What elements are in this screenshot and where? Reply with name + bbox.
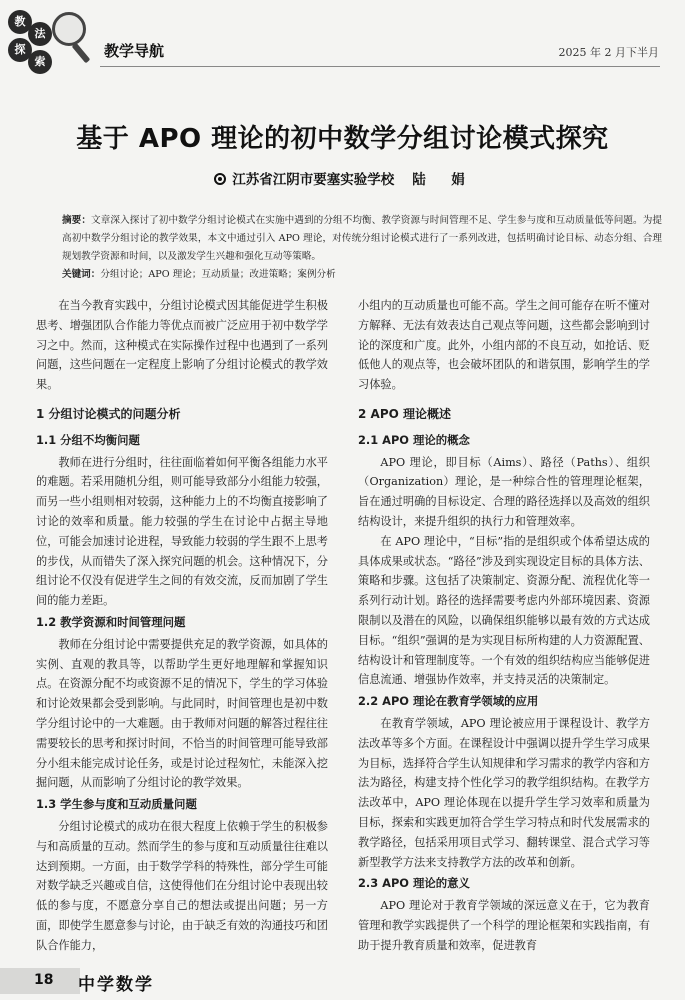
author: 陆 娟 xyxy=(412,172,471,188)
affiliation: 江苏省江阴市要塞实验学校 xyxy=(232,172,395,188)
heading-1-2: 1.2 教学资源和时间管理问题 xyxy=(36,614,186,629)
column-logo xyxy=(8,8,100,68)
paragraph-2-1-b: 在 APO 理论中，“目标”指的是组织或个体希望达成的具体成果或状态。“路径”涉及到实现设定目标的具体方法、策略和步骤。这包括了决策制定、资源分配、流程优化等一系列行动计划。路径的选择需要考虑内外部环境因素、资源限制以及潜在的风险，以确保组织能够以最有效的方式达成目标。“组织”强调的是为实现目标所构建的人力资源配置、结构设计和管理制度等。一个有效的组织结构应当能够促进信息流通、增强协作效率，并支持灵活的决策制定。 xyxy=(358,534,650,687)
paragraph-2-1-a: APO 理论，即目标（Aims）、路径（Paths）、组织（Organization）理论，是一种综合性的管理理论框架，旨在通过明确的目标设定、合理的路径选择以及高效的组织结构设计，来提升组织的执行力和管理效率。 xyxy=(358,455,650,528)
logo-char-1: 教 xyxy=(8,10,32,34)
magnifier-icon xyxy=(52,12,86,46)
abstract-block xyxy=(62,212,662,284)
intro-paragraph: 在当今教育实践中，分组讨论模式因其能促进学生积极思考、增强团队合作能力等优点而被广泛应用于初中数学学习之中。然而，这种模式在实际操作过程中也遇到了一系列问题，这些问题在一定程度上影响了分组讨论模式的教学效果。 xyxy=(36,299,328,392)
page-footer xyxy=(0,968,685,1000)
bullet-icon xyxy=(214,173,226,185)
paragraph-1-2: 教师在分组讨论中需要提供充足的教学资源，如具体的实例、直观的教具等，以帮助学生更好地理解和掌握知识点。在资源分配不均或资源不足的情况下，学生的学习体验和讨论效果都会受到影响。与此同时，时间管理也是初中数学分组讨论中的一大难题。由于教师对问题的解答过程往往需要较长的思考和探讨时间，不恰当的时间管理可能导致部分小组未能完成讨论任务，或是讨论过程匆忙，未能深入挖掘问题，从而影响了分组讨论的教学效果。 xyxy=(36,637,328,790)
abstract-label: 摘要： xyxy=(62,215,92,226)
heading-1: 1 分组讨论模式的问题分析 xyxy=(36,406,181,421)
heading-1-3: 1.3 学生参与度和互动质量问题 xyxy=(36,797,197,812)
abstract-text: 文章深入探讨了初中数学分组讨论模式在实施中遇到的分组不均衡、教学资源与时间管理不足、学生参与度和互动质量低等问题。为提高初中数学分组讨论的教学效果，本文中通过引入 APO 理论，对传统分组讨论模式进行了一系列改进，包括明确讨论目标、动态分组、合理规划教学资源和时间，以及激发学生兴趣和强化互动等策略。 xyxy=(62,215,663,262)
article-title: 基于 APO 理论的初中数学分组讨论模式探究 xyxy=(76,124,609,154)
heading-2-2: 2.2 APO 理论在教育学领域的应用 xyxy=(358,694,539,709)
page-number: 18 xyxy=(34,972,54,988)
heading-2-3: 2.3 APO 理论的意义 xyxy=(358,876,470,891)
keywords-label: 关键词： xyxy=(62,269,101,280)
paragraph-2-3: APO 理论对于教育学领域的深远意义在于，它为教育管理和教学实践提供了一个科学的理论框架和实践指南，有助于提升教育质量和效率，促进教育 xyxy=(358,899,650,952)
header-divider xyxy=(100,66,660,67)
heading-2: 2 APO 理论概述 xyxy=(358,406,451,421)
right-column xyxy=(358,296,650,956)
heading-1-1: 1.1 分组不均衡问题 xyxy=(36,432,140,447)
magnifier-handle xyxy=(72,43,91,64)
section-title: 教学导航 xyxy=(104,42,165,60)
paragraph-1-1: 教师在进行分组时，往往面临着如何平衡各组能力水平的难题。若采用随机分组，则可能导致部分小组能力较强，而另一些小组则相对较弱，这种能力上的不均衡直接影响了讨论的效率和质量。能力较强的学生在讨论中占据主导地位，可能会加速讨论进程，导致能力较弱的学生跟不上思考的步伐，从而错失了深入探究问题的机会。这种情况下，分组讨论不仅没有促进学生之间的有效交流，反而加剧了学生间的能力差距。 xyxy=(36,455,328,608)
issue-date: 2025 年 2 月下半月 xyxy=(558,46,659,59)
byline xyxy=(0,168,685,188)
keywords-text: 分组讨论；APO 理论；互动质量；改进策略；案例分析 xyxy=(100,269,336,280)
continued-paragraph: 小组内的互动质量也可能不高。学生之间可能存在听不懂对方解释、无法有效表达自己观点等问题，这些都会影响到讨论的深度和广度。此外，小组内部的不良互动，如抢话、贬低他人的观点等，也会破坏团队的和谐氛围，影响学生的学习体验。 xyxy=(358,299,650,392)
logo-char-3: 探 xyxy=(8,38,32,62)
logo-char-4: 索 xyxy=(28,50,52,74)
abstract xyxy=(62,212,662,266)
logo-char-2: 法 xyxy=(28,22,52,46)
journal-name: 中学数学 xyxy=(78,975,154,995)
page-header xyxy=(0,0,685,70)
heading-2-1: 2.1 APO 理论的概念 xyxy=(358,432,470,447)
paragraph-1-3: 分组讨论模式的成功在很大程度上依赖于学生的积极参与和高质量的互动。然而学生的参与度和互动质量往往难以达到预期。一方面，由于数学学科的特殊性，部分学生可能对数学缺乏兴趣或自信，这使得他们在分组讨论中表现出较低的参与度，不愿意分享自己的想法或提出问题；另一方面，即使学生愿意参与讨论，由于缺乏有效的沟通技巧和团队合作能力， xyxy=(36,819,328,952)
keywords xyxy=(62,266,662,284)
paragraph-2-2: 在教育学领域，APO 理论被应用于课程设计、教学方法改革等多个方面。在课程设计中强调以提升学生学习成果为目标，选择符合学生认知规律和学习需求的教学内容和方法为路径，构建支持个性化学习的教学组织结构。在教学方法改革中，APO 理论体现在以提升学生学习效率和质量为目标，探索和实践更加符合学生学习特点和时代发展需求的教学路径，包括采用项目式学习、翻转课堂、混合式学习等新型教学方法来支持教学方法的改革和创新。 xyxy=(358,716,650,869)
left-column xyxy=(36,296,328,956)
